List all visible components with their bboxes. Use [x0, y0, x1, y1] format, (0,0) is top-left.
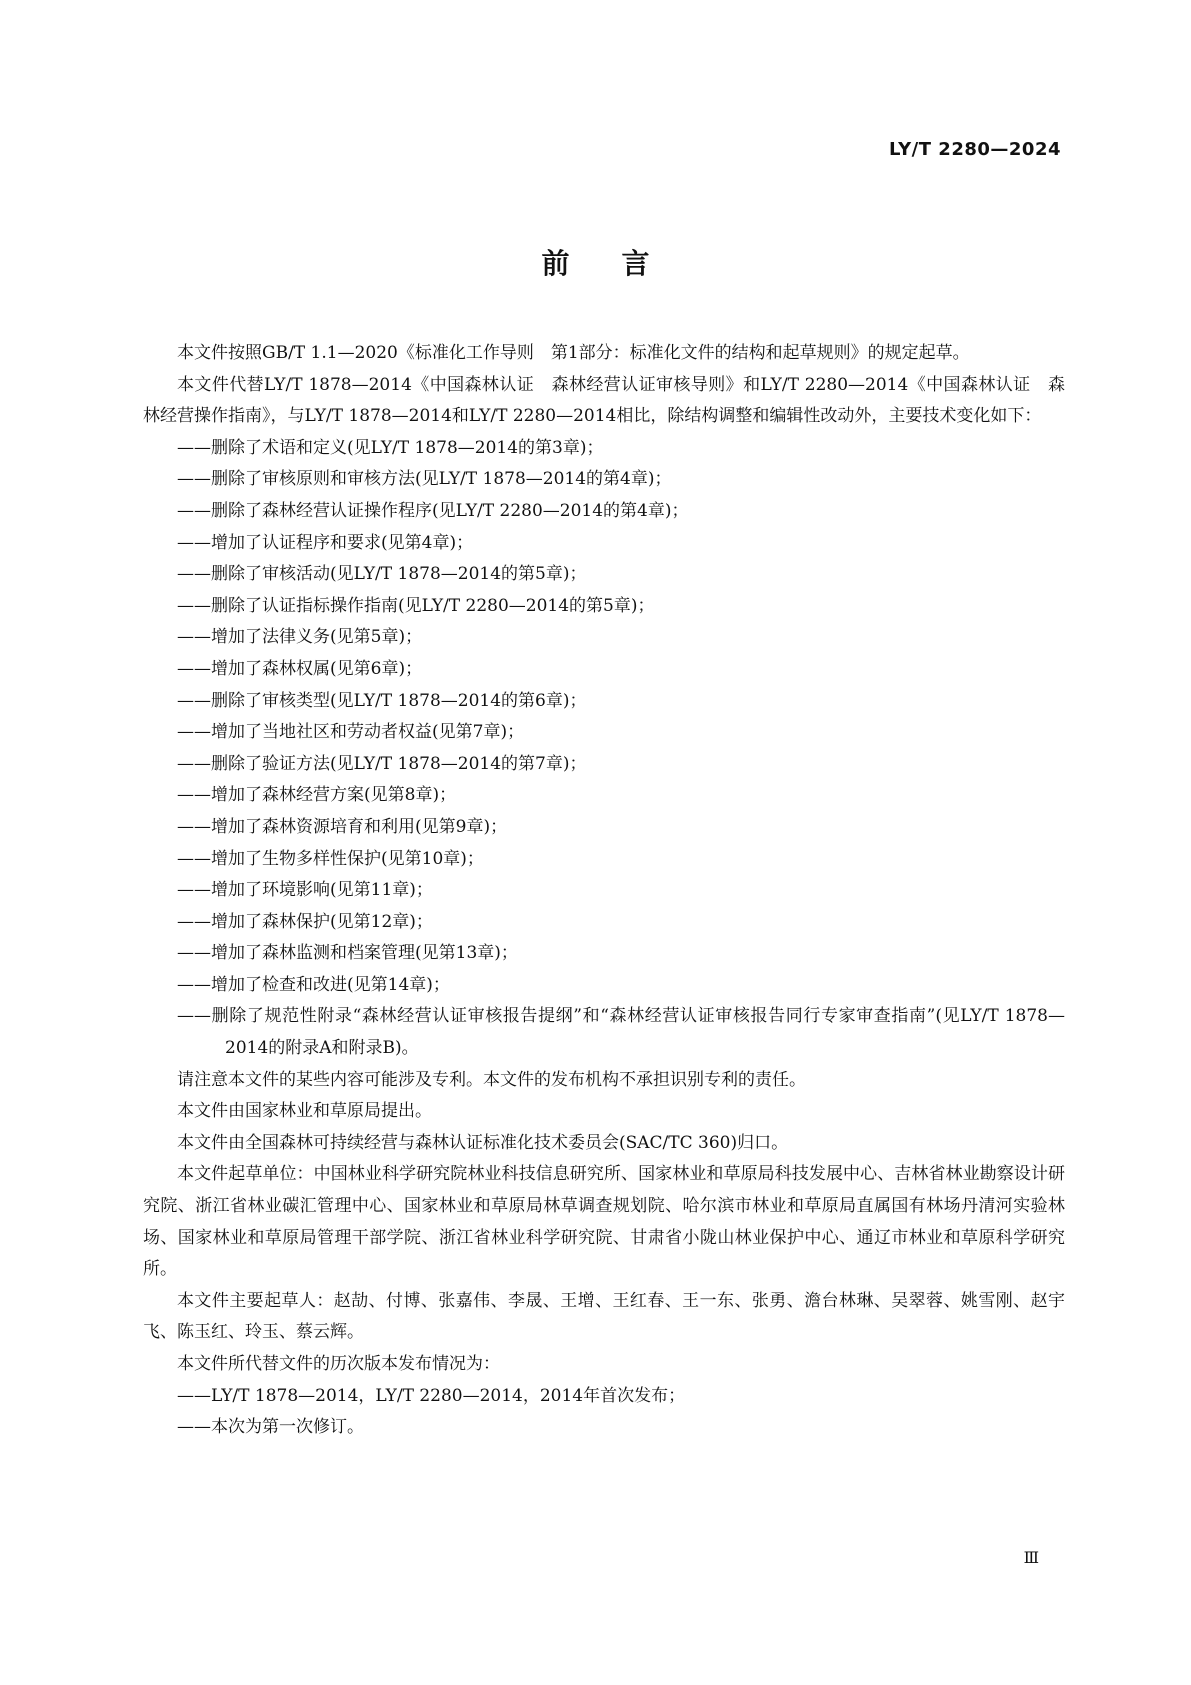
page-number: Ⅲ — [1023, 1548, 1039, 1567]
intro-paragraph: 本文件代替LY/T 1878—2014《中国森林认证 森林经营认证审核导则》和LY/T 2280—2014《中国森林认证 森林经营操作指南》，与LY/T 1878—2014和LY/T 2280—2014相比，除结构调整和编辑性改动外，主要技术变化如下： — [143, 374, 1065, 427]
change-item: ——删除了审核类型(见LY/T 1878—2014的第6章)； — [177, 690, 587, 711]
intro-paragraph: 本文件按照GB/T 1.1—2020《标准化工作导则 第1部分：标准化文件的结构和起草规则》的规定起草。 — [177, 343, 970, 363]
change-item: ——增加了森林保护(见第12章)； — [177, 911, 433, 932]
change-item: ——增加了环境影响(见第11章)； — [177, 880, 433, 901]
change-item: ——删除了规范性附录“森林经营认证审核报告提纲”和“森林经营认证审核报告同行专家审查指南”(见LY/T 1878—2014的附录A和附录B)。 — [177, 1006, 1065, 1059]
change-item: ——增加了当地社区和劳动者权益(见第7章)； — [177, 722, 525, 743]
change-item: ——删除了审核活动(见LY/T 1878—2014的第5章)； — [177, 564, 587, 585]
document-body — [143, 338, 1065, 1444]
change-item: ——删除了审核原则和审核方法(见LY/T 1878—2014的第4章)； — [177, 469, 672, 490]
change-item: ——删除了验证方法(见LY/T 1878—2014的第7章)； — [177, 753, 587, 774]
history-intro: 本文件所代替文件的历次版本发布情况为： — [177, 1354, 500, 1374]
change-item: ——增加了法律义务(见第5章)； — [177, 627, 423, 648]
history-item: ——LY/T 1878—2014，LY/T 2280—2014，2014年首次发布； — [177, 1385, 686, 1406]
change-item: ——增加了森林监测和档案管理(见第13章)； — [177, 943, 518, 964]
standard-number: LY/T 2280—2024 — [888, 139, 1061, 160]
drafting-units: 本文件起草单位：中国林业科学研究院林业科技信息研究所、国家林业和草原局科技发展中心、吉林省林业勘察设计研究院、浙江省林业碳汇管理中心、国家林业和草原局林草调查规划院、哈尔滨市林业和草原局直属国有林场丹清河实验林场、国家林业和草原局管理干部学院、浙江省林业科学研究院、甘肃省小陇山林业保护中心、通辽市林业和草原科学研究所。 — [143, 1164, 1065, 1280]
patent-statement: 请注意本文件的某些内容可能涉及专利。本文件的发布机构不承担识别专利的责任。 — [177, 1069, 806, 1090]
history-item: ——本次为第一次修订。 — [177, 1417, 364, 1438]
drafters: 本文件主要起草人：赵劼、付博、张嘉伟、李晟、王增、王红春、王一东、张勇、澹台林琳、吴翠蓉、姚雪刚、赵宇飞、陈玉红、玲玉、蔡云辉。 — [143, 1290, 1065, 1343]
page-title: 前言 — [541, 247, 702, 280]
proposer-statement: 本文件由国家林业和草原局提出。 — [177, 1101, 432, 1122]
change-item: ——删除了术语和定义(见LY/T 1878—2014的第3章)； — [177, 437, 604, 458]
change-item: ——增加了检查和改进(见第14章)； — [177, 974, 450, 995]
committee-statement: 本文件由全国森林可持续经营与森林认证标准化技术委员会(SAC/TC 360)归口。 — [177, 1132, 789, 1153]
change-item: ——增加了森林经营方案(见第8章)； — [177, 785, 457, 806]
change-item: ——删除了森林经营认证操作程序(见LY/T 2280—2014的第4章)； — [177, 500, 689, 521]
change-item: ——增加了森林权属(见第6章)； — [177, 658, 423, 679]
change-item: ——增加了认证程序和要求(见第4章)； — [177, 532, 474, 553]
change-item: ——增加了森林资源培育和利用(见第9章)； — [177, 816, 508, 837]
change-item: ——删除了认证指标操作指南(见LY/T 2280—2014的第5章)； — [177, 595, 655, 616]
change-item: ——增加了生物多样性保护(见第10章)； — [177, 848, 484, 869]
